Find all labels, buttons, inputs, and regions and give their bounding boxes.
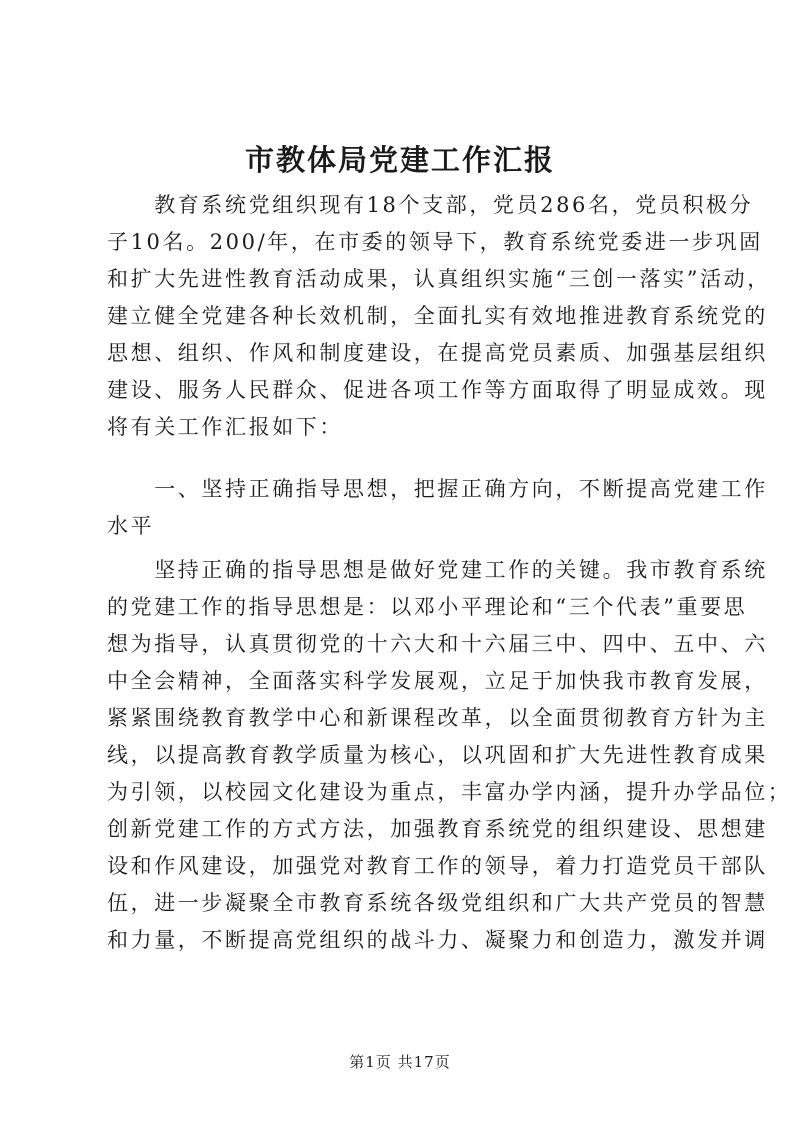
- body-line: 线，以提高教育教学质量为核心，以巩固和扩大先进性教育成果: [107, 743, 768, 767]
- body-line: 建设、服务人民群众、促进各项工作等方面取得了明显成效。现: [107, 378, 768, 402]
- body-line: 和力量，不断提高党组织的战斗力、凝聚力和创造力，激发并调: [107, 928, 768, 952]
- body-line: 创新党建工作的方式方法，加强教育系统党的组织建设、思想建: [107, 817, 768, 841]
- body-line: 思想、组织、作风和制度建设，在提高党员素质、加强基层组织: [107, 341, 768, 365]
- body-line: 设和作风建设，加强党对教育工作的领导，着力打造党员干部队: [107, 854, 768, 878]
- page-footer: 第1页 共17页: [349, 1053, 451, 1071]
- body-line: 为引领，以校园文化建设为重点，丰富办学内涵，提升办学品位；: [107, 780, 792, 804]
- body-line: 建立健全党建各种长效机制，全面扎实有效地推进教育系统党的: [107, 304, 768, 328]
- section-heading-line: 水平: [107, 514, 155, 538]
- body-line: 和扩大先进性教育活动成果，认真组织实施“三创一落实”活动，: [107, 267, 771, 291]
- section-heading-line: 一、坚持正确指导思想，把握正确方向，不断提高党建工作: [107, 477, 768, 501]
- body-line: 中全会精神，全面落实科学发展观，立足于加快我市教育发展，: [107, 669, 768, 693]
- body-line: 的党建工作的指导思想是：以邓小平理论和“三个代表”重要思: [107, 595, 748, 619]
- body-line: 想为指导，认真贯彻党的十六大和十六届三中、四中、五中、六: [107, 632, 768, 656]
- body-line: 子10名。200/年，在市委的领导下，教育系统党委进一步巩固: [107, 230, 763, 254]
- body-line: 坚持正确的指导思想是做好党建工作的关键。我市教育系统: [107, 558, 768, 582]
- document-title: 市教体局党建工作汇报: [244, 143, 555, 177]
- body-line: 紧紧围绕教育教学中心和新课程改革，以全面贯彻教育方针为主: [107, 706, 768, 730]
- body-line: 伍，进一步凝聚全市教育系统各级党组织和广大共产党员的智慧: [107, 891, 768, 915]
- body-line: 教育系统党组织现有18个支部，党员286名，党员积极分: [107, 193, 754, 217]
- body-line: 将有关工作汇报如下：: [107, 415, 343, 439]
